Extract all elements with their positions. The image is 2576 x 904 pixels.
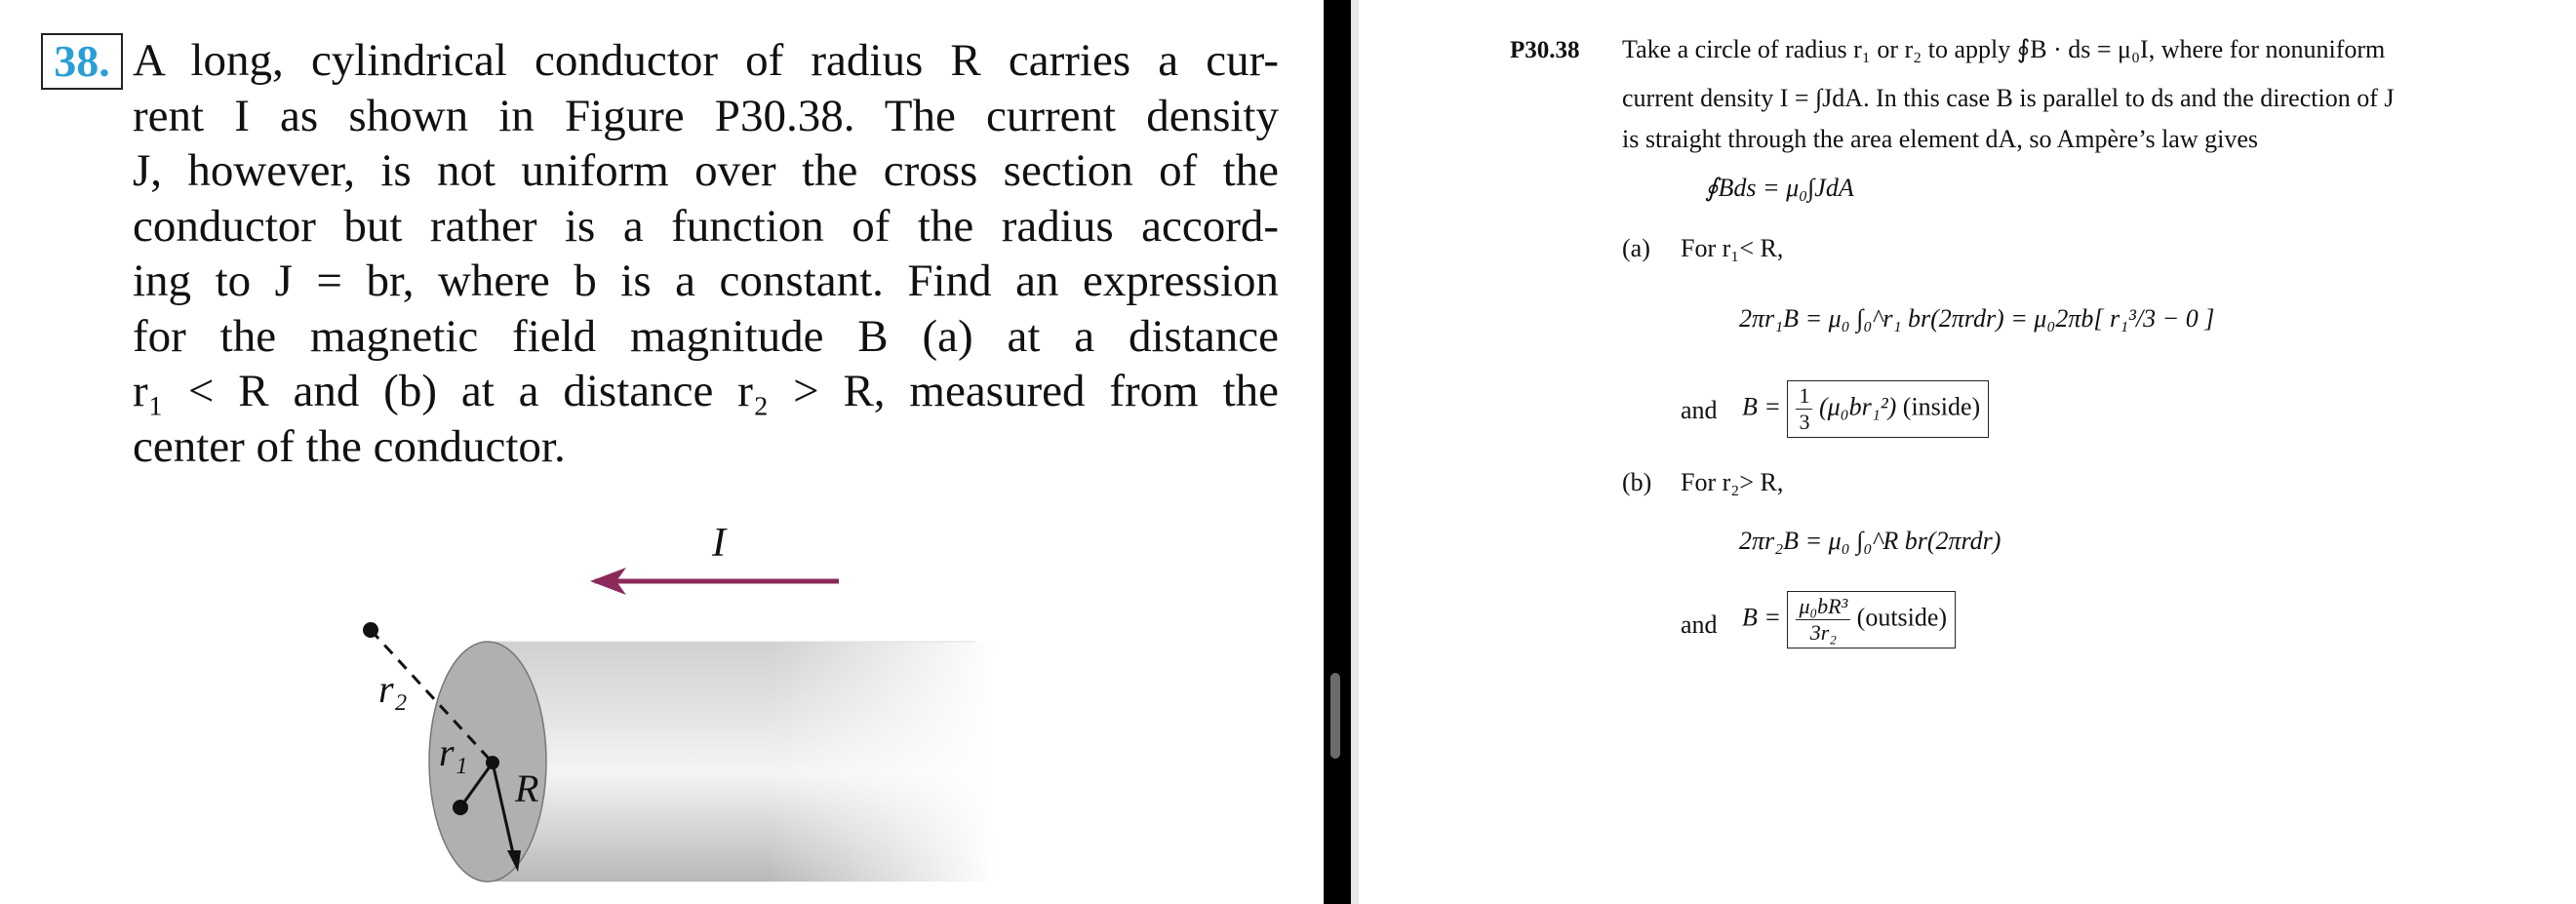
problem-line: rent I as shown in Figure P30.38. The current density (133, 90, 1279, 141)
pane-gutter (1351, 0, 1359, 904)
part-b-label: (b) (1622, 468, 1652, 496)
part-b-fraction (1796, 594, 1850, 646)
ampere-equation: ∮Bds = μ₀∫JdA (1705, 174, 1854, 202)
part-a-condition: For r₁< R, (1681, 234, 1784, 262)
part-b-result-box (1787, 591, 1956, 649)
solution-intro-line: current density I = ∫JdA. In this case B is parallel to ds and the direction of J (1622, 84, 2395, 112)
problem-line: for the magnetic field magnitude B (a) at a distance (133, 310, 1279, 362)
problem-line: center of the conductor. (133, 420, 566, 472)
part-a-label: (a) (1622, 234, 1650, 262)
part-a-fraction (1796, 383, 1812, 435)
problem-line: A long, cylindrical conductor of radius R carries a cur- (133, 35, 1279, 86)
part-b-and: and (1681, 610, 1718, 639)
solution-pane (1359, 0, 2576, 904)
r2-label: r₂ (378, 667, 408, 711)
part-b-result-lhs: B = (1742, 603, 1781, 632)
r1-point (453, 800, 468, 815)
part-a-result (1742, 380, 1989, 438)
pane-divider[interactable] (1324, 0, 1351, 904)
problem-number: 38. (41, 33, 123, 90)
fraction-numerator: μ₀bR³ (1796, 594, 1850, 620)
part-b-result-note: (outside) (1856, 603, 1948, 632)
part-a-result-box (1787, 380, 1989, 438)
fraction-denominator: 3 (1799, 410, 1810, 434)
cylinder-figure (312, 507, 1014, 897)
problem-line: conductor but rather is a function of the radius accord- (133, 200, 1279, 252)
part-b-equation: 2πr₂B = μ₀ ∫₀^R br(2πrdr) (1739, 527, 2001, 555)
part-a-and: and (1681, 396, 1718, 424)
solution-label: P30.38 (1510, 37, 1580, 63)
part-a-equation: 2πr₁B = μ₀ ∫₀^r₁ br(2πrdr) = μ₀2πb[ r₁³/3 − 0 ] (1739, 304, 2215, 333)
fraction-denominator: 3r₂ (1809, 620, 1837, 645)
scrollbar-thumb[interactable] (1330, 673, 1340, 759)
part-b-result (1742, 591, 1956, 649)
current-label: I (712, 521, 726, 566)
part-a-result-lhs: B = (1742, 392, 1781, 421)
cylinder-fade (488, 642, 995, 882)
radius-label: R (515, 766, 539, 810)
part-a-result-note: (inside) (1902, 392, 1981, 421)
solution-intro-line: is straight through the area element dA, so Ampère’s law gives (1622, 125, 2259, 153)
solution-intro-line: Take a circle of radius r₁ or r₂ to apply ∮B · ds = μ₀I, where for nonuniform (1622, 35, 2386, 63)
problem-line: J, however, is not uniform over the cross section of the (133, 145, 1279, 196)
part-b-condition: For r₂> R, (1681, 468, 1784, 496)
part-a-result-body: (μ₀br₁²) (1818, 392, 1897, 421)
r2-point (363, 622, 378, 638)
r1-label: r₁ (439, 730, 468, 774)
problem-line: r₁ < R and (b) at a distance r₂ > R, measured from the (133, 366, 1279, 416)
problem-text (133, 33, 1279, 474)
fraction-numerator: 1 (1796, 383, 1812, 410)
problem-line: ing to J = br, where b is a constant. Find an expression (133, 255, 1279, 306)
